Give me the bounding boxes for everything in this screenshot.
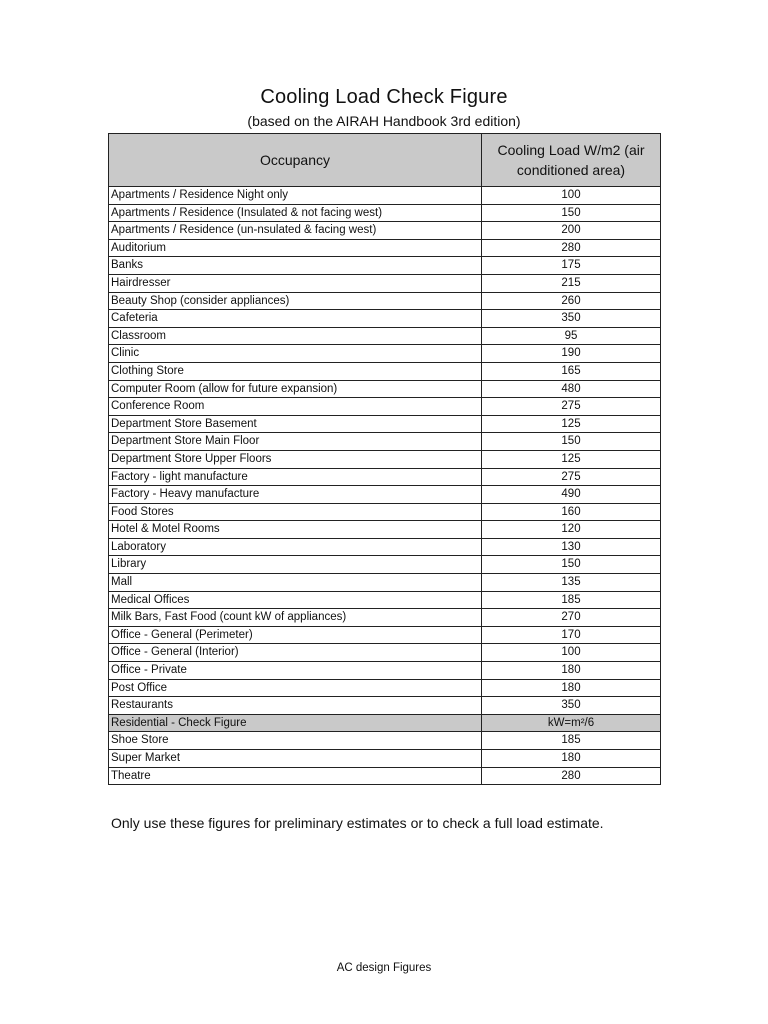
table-row [109,380,661,398]
table-body [109,187,661,785]
cooling-load-cell: 100 [482,187,661,205]
occupancy-cell: Super Market [109,750,482,768]
occupancy-cell: Mall [109,574,482,592]
usage-note: Only use these figures for preliminary estimates or to check a full load estimate. [111,815,604,831]
cooling-load-cell: 180 [482,679,661,697]
table-row [109,204,661,222]
occupancy-cell: Factory - Heavy manufacture [109,486,482,504]
occupancy-cell: Auditorium [109,239,482,257]
cooling-load-cell: 200 [482,222,661,240]
occupancy-cell: Medical Offices [109,591,482,609]
occupancy-cell: Restaurants [109,697,482,715]
occupancy-cell: Hairdresser [109,274,482,292]
table-row [109,362,661,380]
occupancy-cell: Classroom [109,327,482,345]
table-row [109,714,661,732]
occupancy-cell: Milk Bars, Fast Food (count kW of appliances) [109,609,482,627]
table-row [109,521,661,539]
table-row [109,310,661,328]
cooling-load-cell: 185 [482,591,661,609]
cooling-load-cell: 125 [482,415,661,433]
occupancy-cell: Hotel & Motel Rooms [109,521,482,539]
occupancy-cell: Laboratory [109,538,482,556]
table-row [109,750,661,768]
table-row [109,187,661,205]
table-row [109,433,661,451]
cooling-load-cell: 170 [482,626,661,644]
cooling-load-cell: 480 [482,380,661,398]
cooling-load-cell: 215 [482,274,661,292]
table-row [109,538,661,556]
occupancy-cell: Apartments / Residence Night only [109,187,482,205]
cooling-load-cell: 165 [482,362,661,380]
table-row [109,398,661,416]
table-row [109,450,661,468]
cooling-load-cell: 185 [482,732,661,750]
table-row [109,732,661,750]
cooling-load-cell: 100 [482,644,661,662]
table-row [109,574,661,592]
table-row [109,609,661,627]
cooling-load-cell: 275 [482,468,661,486]
header-cooling-load: Cooling Load W/m2 (air conditioned area) [482,134,661,187]
occupancy-cell: Residential - Check Figure [109,714,482,732]
cooling-load-cell: 120 [482,521,661,539]
occupancy-cell: Shoe Store [109,732,482,750]
table-row [109,257,661,275]
occupancy-cell: Conference Room [109,398,482,416]
table-row [109,662,661,680]
table-row [109,679,661,697]
occupancy-cell: Department Store Basement [109,415,482,433]
cooling-load-table [108,133,661,785]
occupancy-cell: Office - General (Perimeter) [109,626,482,644]
table-row [109,644,661,662]
occupancy-cell: Cafeteria [109,310,482,328]
cooling-load-cell: 180 [482,750,661,768]
occupancy-cell: Office - General (Interior) [109,644,482,662]
table-row [109,345,661,363]
occupancy-cell: Banks [109,257,482,275]
occupancy-cell: Post Office [109,679,482,697]
cooling-load-cell: 150 [482,204,661,222]
cooling-load-cell: 130 [482,538,661,556]
table-row [109,486,661,504]
table-row [109,274,661,292]
page-title: Cooling Load Check Figure [260,86,508,108]
table-row [109,292,661,310]
cooling-load-cell: 125 [482,450,661,468]
page-subtitle: (based on the AIRAH Handbook 3rd edition) [247,113,521,129]
occupancy-cell: Theatre [109,767,482,785]
occupancy-cell: Factory - light manufacture [109,468,482,486]
occupancy-cell: Library [109,556,482,574]
occupancy-cell: Apartments / Residence (un-nsulated & facing west) [109,222,482,240]
table-row [109,468,661,486]
table-row [109,327,661,345]
occupancy-cell: Clinic [109,345,482,363]
cooling-load-cell: kW=m²/6 [482,714,661,732]
cooling-load-cell: 260 [482,292,661,310]
occupancy-cell: Apartments / Residence (Insulated & not facing west) [109,204,482,222]
cooling-load-cell: 280 [482,767,661,785]
table-row [109,239,661,257]
table-row [109,222,661,240]
table-row [109,767,661,785]
cooling-load-cell: 270 [482,609,661,627]
cooling-load-cell: 150 [482,433,661,451]
cooling-load-cell: 490 [482,486,661,504]
table-header-row [109,134,661,187]
cooling-load-cell: 350 [482,697,661,715]
cooling-load-cell: 280 [482,239,661,257]
table-row [109,503,661,521]
cooling-load-cell: 150 [482,556,661,574]
cooling-load-cell: 350 [482,310,661,328]
cooling-load-cell: 160 [482,503,661,521]
cooling-load-cell: 180 [482,662,661,680]
page-footer: AC design Figures [336,962,432,974]
cooling-load-cell: 135 [482,574,661,592]
occupancy-cell: Computer Room (allow for future expansion) [109,380,482,398]
occupancy-cell: Food Stores [109,503,482,521]
table-row [109,415,661,433]
cooling-load-cell: 95 [482,327,661,345]
table-row [109,556,661,574]
table-row [109,697,661,715]
table-row [109,626,661,644]
occupancy-cell: Department Store Upper Floors [109,450,482,468]
table-row [109,591,661,609]
header-occupancy: Occupancy [109,134,482,187]
cooling-load-cell: 175 [482,257,661,275]
occupancy-cell: Department Store Main Floor [109,433,482,451]
occupancy-cell: Beauty Shop (consider appliances) [109,292,482,310]
cooling-load-cell: 190 [482,345,661,363]
cooling-load-cell: 275 [482,398,661,416]
occupancy-cell: Clothing Store [109,362,482,380]
occupancy-cell: Office - Private [109,662,482,680]
